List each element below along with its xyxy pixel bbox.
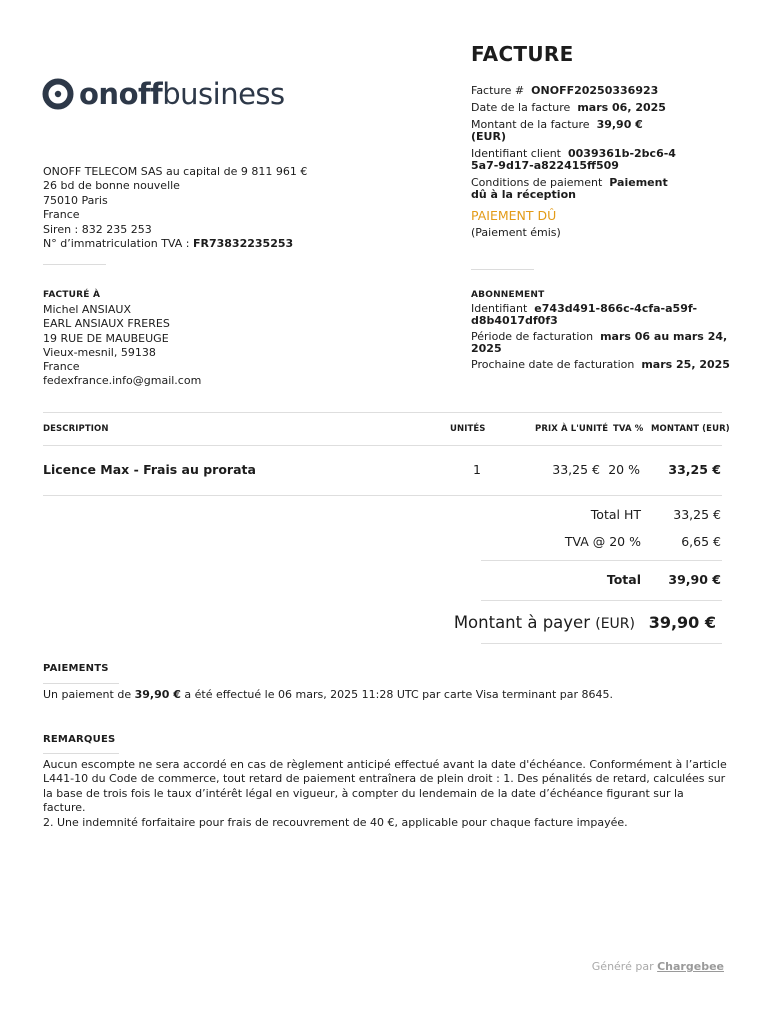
total-label: Total bbox=[606, 572, 641, 587]
col-header-description: DESCRIPTION bbox=[43, 424, 109, 434]
seller-address bbox=[43, 165, 307, 251]
item-description: Licence Max - Frais au prorata bbox=[43, 462, 256, 477]
remarks-line: Aucun escompte ne sera accordé en cas de règlement anticipé effectué avant la date d'échéance. Conformément à l’article bbox=[43, 758, 727, 771]
vat-label: TVA @ 20 % bbox=[564, 534, 641, 549]
billing-period: Période de facturation mars 06 au mars 24, 2025 bbox=[471, 330, 728, 355]
customer-city: Vieux-mesnil, 59138 bbox=[43, 345, 156, 359]
table-bottom-rule bbox=[43, 495, 722, 496]
seller-line: Siren : 832 235 253 bbox=[43, 222, 152, 236]
onoff-logo-icon bbox=[42, 78, 74, 110]
divider bbox=[43, 264, 106, 265]
customer-name: Michel ANSIAUX bbox=[43, 303, 131, 316]
seller-vat: N° d’immatriculation TVA : FR73832235253 bbox=[43, 237, 294, 251]
seller-line: ONOFF TELECOM SAS au capital de 9 811 961 € bbox=[43, 165, 308, 178]
invoice-amount: Montant de la facture 39,90 € (EUR) bbox=[471, 118, 643, 143]
invoice-number: Facture # ONOFF20250336923 bbox=[471, 84, 659, 97]
vat-value: 6,65 € bbox=[681, 534, 721, 549]
seller-line: France bbox=[43, 208, 80, 222]
payment-status-note: (Paiement émis) bbox=[471, 226, 561, 239]
total-ht-value: 33,25 € bbox=[673, 507, 721, 522]
payment-record: Un paiement de 39,90 € a été effectué le 06 mars, 2025 11:28 UTC par carte Visa terminant par 8645. bbox=[43, 688, 614, 701]
invoice-title: FACTURE bbox=[471, 42, 574, 66]
brand-logo bbox=[42, 77, 285, 111]
seller-line: 26 bd de bonne nouvelle bbox=[43, 179, 180, 193]
seller-line: 75010 Paris bbox=[43, 193, 108, 207]
amount-due-value: 39,90 € bbox=[648, 613, 716, 632]
customer-company: EARL ANSIAUX FRERES bbox=[43, 317, 170, 331]
customer-email: fedexfrance.info@gmail.com bbox=[43, 374, 202, 388]
brand-name: onoffbusiness bbox=[79, 76, 285, 111]
remarks-line: 2. Une indemnité forfaitaire pour frais de recouvrement de 40 €, applicable pour chaque facture impayée. bbox=[43, 815, 628, 829]
footer-prefix: Généré par bbox=[591, 960, 654, 973]
item-unit-price: 33,25 € bbox=[552, 462, 600, 477]
col-header-vat: TVA % bbox=[613, 424, 644, 434]
totals-rule bbox=[481, 643, 722, 644]
subscription-heading: ABONNEMENT bbox=[471, 290, 545, 300]
subscription bbox=[471, 289, 731, 375]
col-header-amount: MONTANT (EUR) bbox=[651, 424, 730, 434]
total-value: 39,90 € bbox=[668, 572, 721, 587]
customer-street: 19 RUE DE MAUBEUGE bbox=[43, 331, 169, 345]
remarks-title: REMARQUES bbox=[43, 734, 116, 745]
payments-title: PAIEMENTS bbox=[43, 663, 109, 674]
remarks-line: L441-10 du Code de commerce, tout retard de paiement entraînera de plein droit : 1. Des pénalités de retard, calculées sur bbox=[43, 772, 726, 786]
chargebee-link[interactable]: Chargebee bbox=[657, 960, 724, 973]
totals-rule bbox=[481, 600, 722, 601]
divider bbox=[471, 269, 534, 270]
billed-to-heading: FACTURÉ À bbox=[43, 290, 101, 300]
col-header-unit-price: PRIX À L'UNITÉ bbox=[535, 424, 609, 434]
next-billing-date: Prochaine date de facturation mars 25, 2025 bbox=[471, 358, 730, 371]
total-ht-label: Total HT bbox=[590, 507, 641, 522]
remarks-text bbox=[43, 758, 728, 830]
subscription-id: Identifiant e743d491-866c-4cfa-a59f- d8b4017df0f3 bbox=[471, 302, 698, 327]
invoice-date: Date de la facture mars 06, 2025 bbox=[471, 101, 666, 114]
amount-due-label: Montant à payer (EUR) bbox=[453, 613, 635, 632]
col-header-units: UNITÉS bbox=[450, 424, 486, 434]
invoice-meta bbox=[471, 85, 731, 240]
totals-rule bbox=[481, 560, 722, 561]
table-top-rule bbox=[43, 412, 722, 413]
divider bbox=[43, 683, 119, 684]
table-header-rule bbox=[43, 445, 722, 446]
payment-status-badge: PAIEMENT DÛ bbox=[471, 208, 557, 223]
payment-terms: Conditions de paiement Paiement dû à la réception bbox=[471, 176, 668, 201]
item-vat: 20 % bbox=[608, 462, 640, 477]
client-id: Identifiant client 0039361b-2bc6-4 5a7-9d17-a822415ff509 bbox=[471, 147, 676, 172]
item-units: 1 bbox=[473, 462, 481, 477]
customer-country: France bbox=[43, 360, 80, 374]
remarks-line: la base de trois fois le taux d’intérêt légal en vigueur, à compter du lendemain de la date d’échéance figurant sur la facture. bbox=[43, 786, 684, 815]
item-amount: 33,25 € bbox=[668, 462, 721, 477]
billed-to bbox=[43, 289, 201, 389]
divider bbox=[43, 753, 119, 754]
footer bbox=[592, 960, 724, 973]
